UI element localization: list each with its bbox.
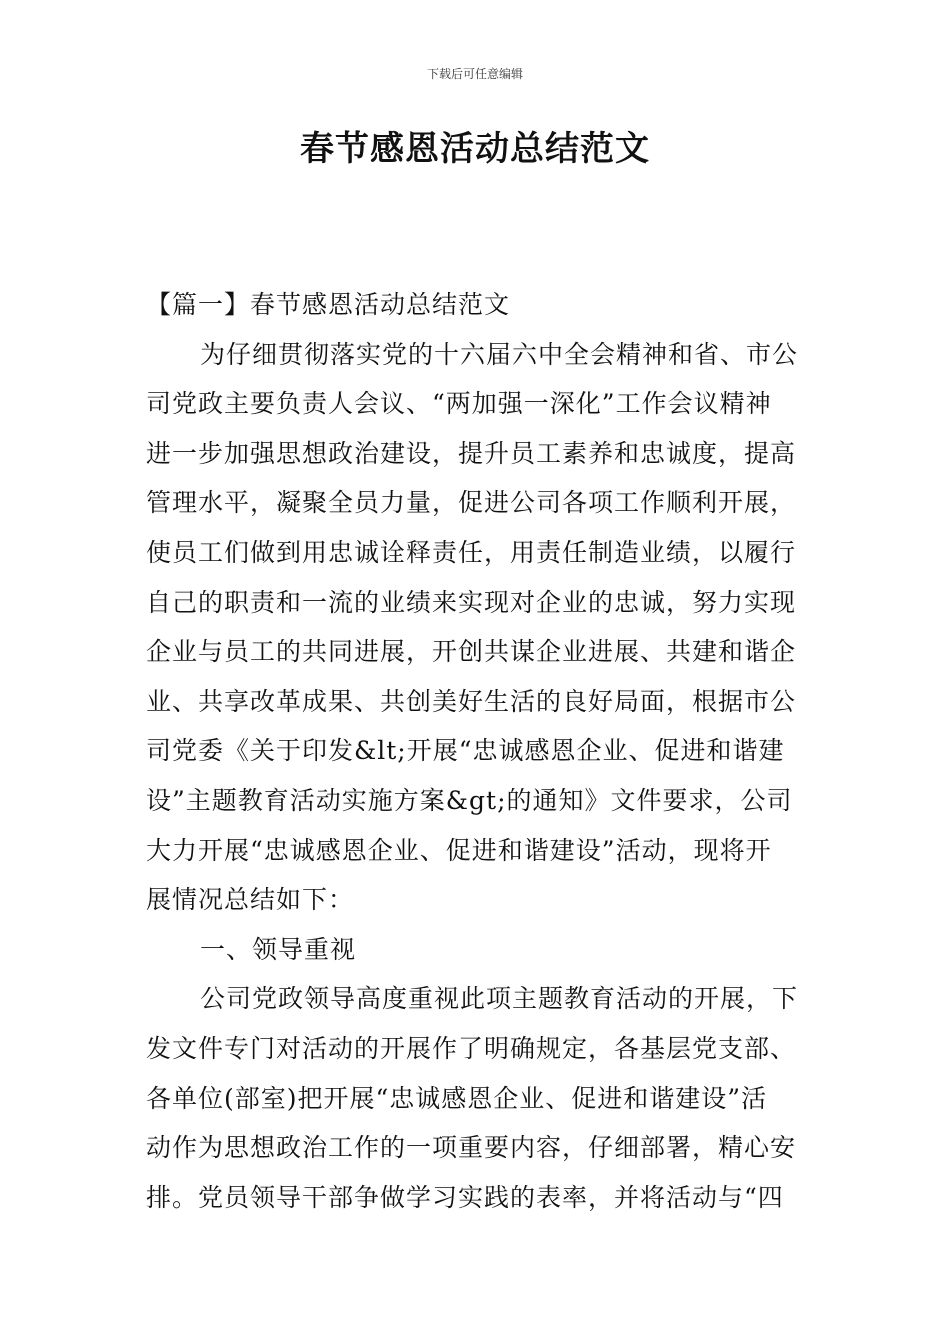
text-line: 进一步加强思想政治建设，提升员工素养和忠诚度，提高	[146, 438, 797, 468]
text-line: 一、领导重视	[200, 934, 357, 964]
document-body	[146, 280, 816, 1222]
text-line: 大力开展“忠诚感恩企业、促进和谐建设”活动，现将开	[146, 835, 772, 865]
text-line: 展情况总结如下：	[146, 885, 355, 915]
text-line: 发文件专门对活动的开展作了明确规定，各基层党支部、	[146, 1033, 797, 1063]
text-line: 公司党政领导高度重视此项主题教育活动的开展，下	[200, 984, 799, 1014]
text-line: 使员工们做到用忠诚诠释责任，用责任制造业绩，以履行	[146, 537, 797, 567]
text-line: 为仔细贯彻落实党的十六届六中全会精神和省、市公	[200, 339, 799, 369]
document-title: 春节感恩活动总结范文	[300, 129, 650, 169]
text-line: 设”主题教育活动实施方案&gt;的通知》文件要求，公司	[146, 785, 793, 815]
text-line: 司党委《关于印发&lt;开展“忠诚感恩企业、促进和谐建	[146, 736, 785, 766]
text-line: 管理水平，凝聚全员力量，促进公司各项工作顺利开展，	[146, 488, 797, 518]
text-line: 司党政主要负责人会议、“两加强一深化”工作会议精神	[146, 389, 772, 419]
text-line: 动作为思想政治工作的一项重要内容，仔细部署，精心安	[146, 1133, 797, 1163]
text-line: 业、共享改革成果、共创美好生活的良好局面，根据市公	[146, 686, 797, 716]
text-line: 自己的职责和一流的业绩来实现对企业的忠诚，努力实现	[146, 587, 797, 617]
text-line: 企业与员工的共同进展，开创共谋企业进展、共建和谐企	[146, 637, 797, 667]
text-line: 各单位(部室)把开展“忠诚感恩企业、促进和谐建设”活	[146, 1083, 768, 1113]
text-line: 排。党员领导干部争做学习实践的表率，并将活动与“四	[146, 1182, 784, 1212]
header-note: 下载后可任意编辑	[426, 67, 523, 81]
text-line: 【篇一】春节感恩活动总结范文	[146, 290, 511, 319]
